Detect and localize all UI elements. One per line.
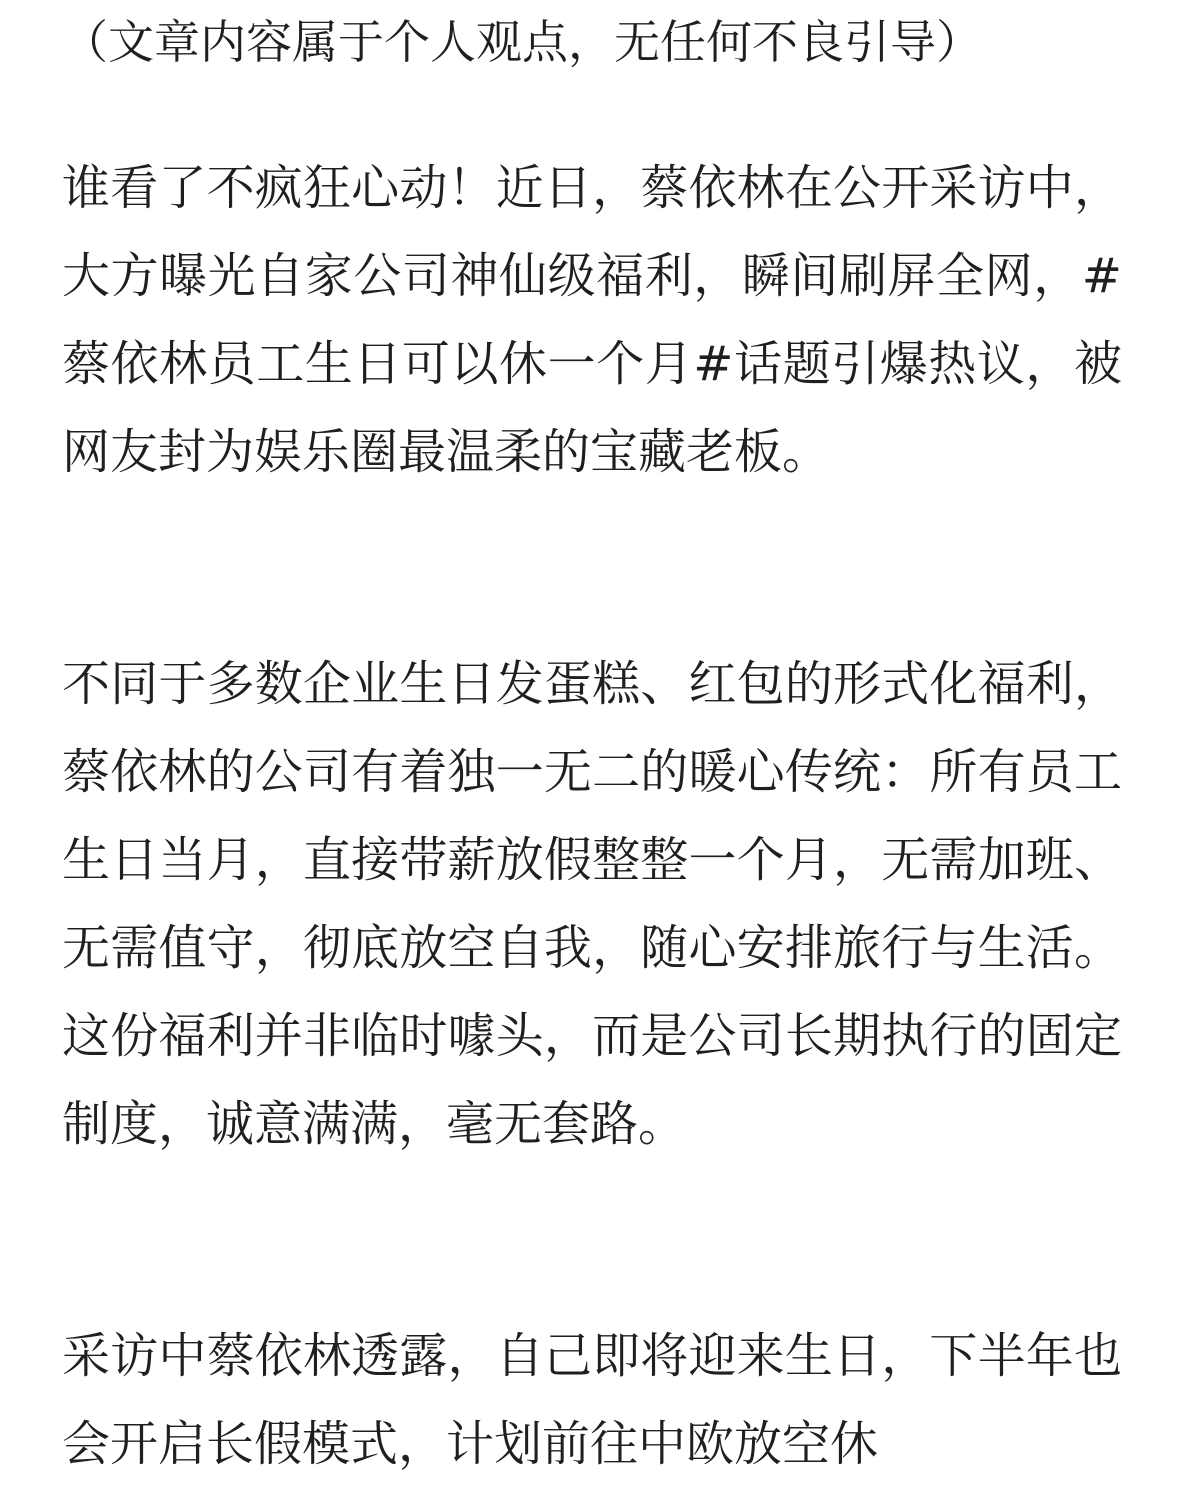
article-paragraph-3: 采访中蔡依林透露，自己即将迎来生日，下半年也会开启长假模式，计划前往中欧放空休 bbox=[62, 1328, 1122, 1472]
article-paragraph-2: 不同于多数企业生日发蛋糕、红包的形式化福利，蔡依林的公司有着独一无二的暖心传统：所有员工生日当月，直接带薪放假整整一个月，无需加班、无需值守，彻底放空自我，随心安排旅行与生活。这份福利并非临时噱头，而是公司长期执行的固定制度，诚意满满，毫无套路。 bbox=[62, 656, 1122, 1152]
disclaimer-text: （文章内容属于个人观点，无任何不良引导） bbox=[62, 15, 982, 69]
article-paragraph-1: 谁看了不疯狂心动！近日，蔡依林在公开采访中，大方曝光自家公司神仙级福利，瞬间刷屏全网，#蔡依林员工生日可以休一个月#话题引爆热议，被网友封为娱乐圈最温柔的宝藏老板。 bbox=[62, 160, 1122, 480]
